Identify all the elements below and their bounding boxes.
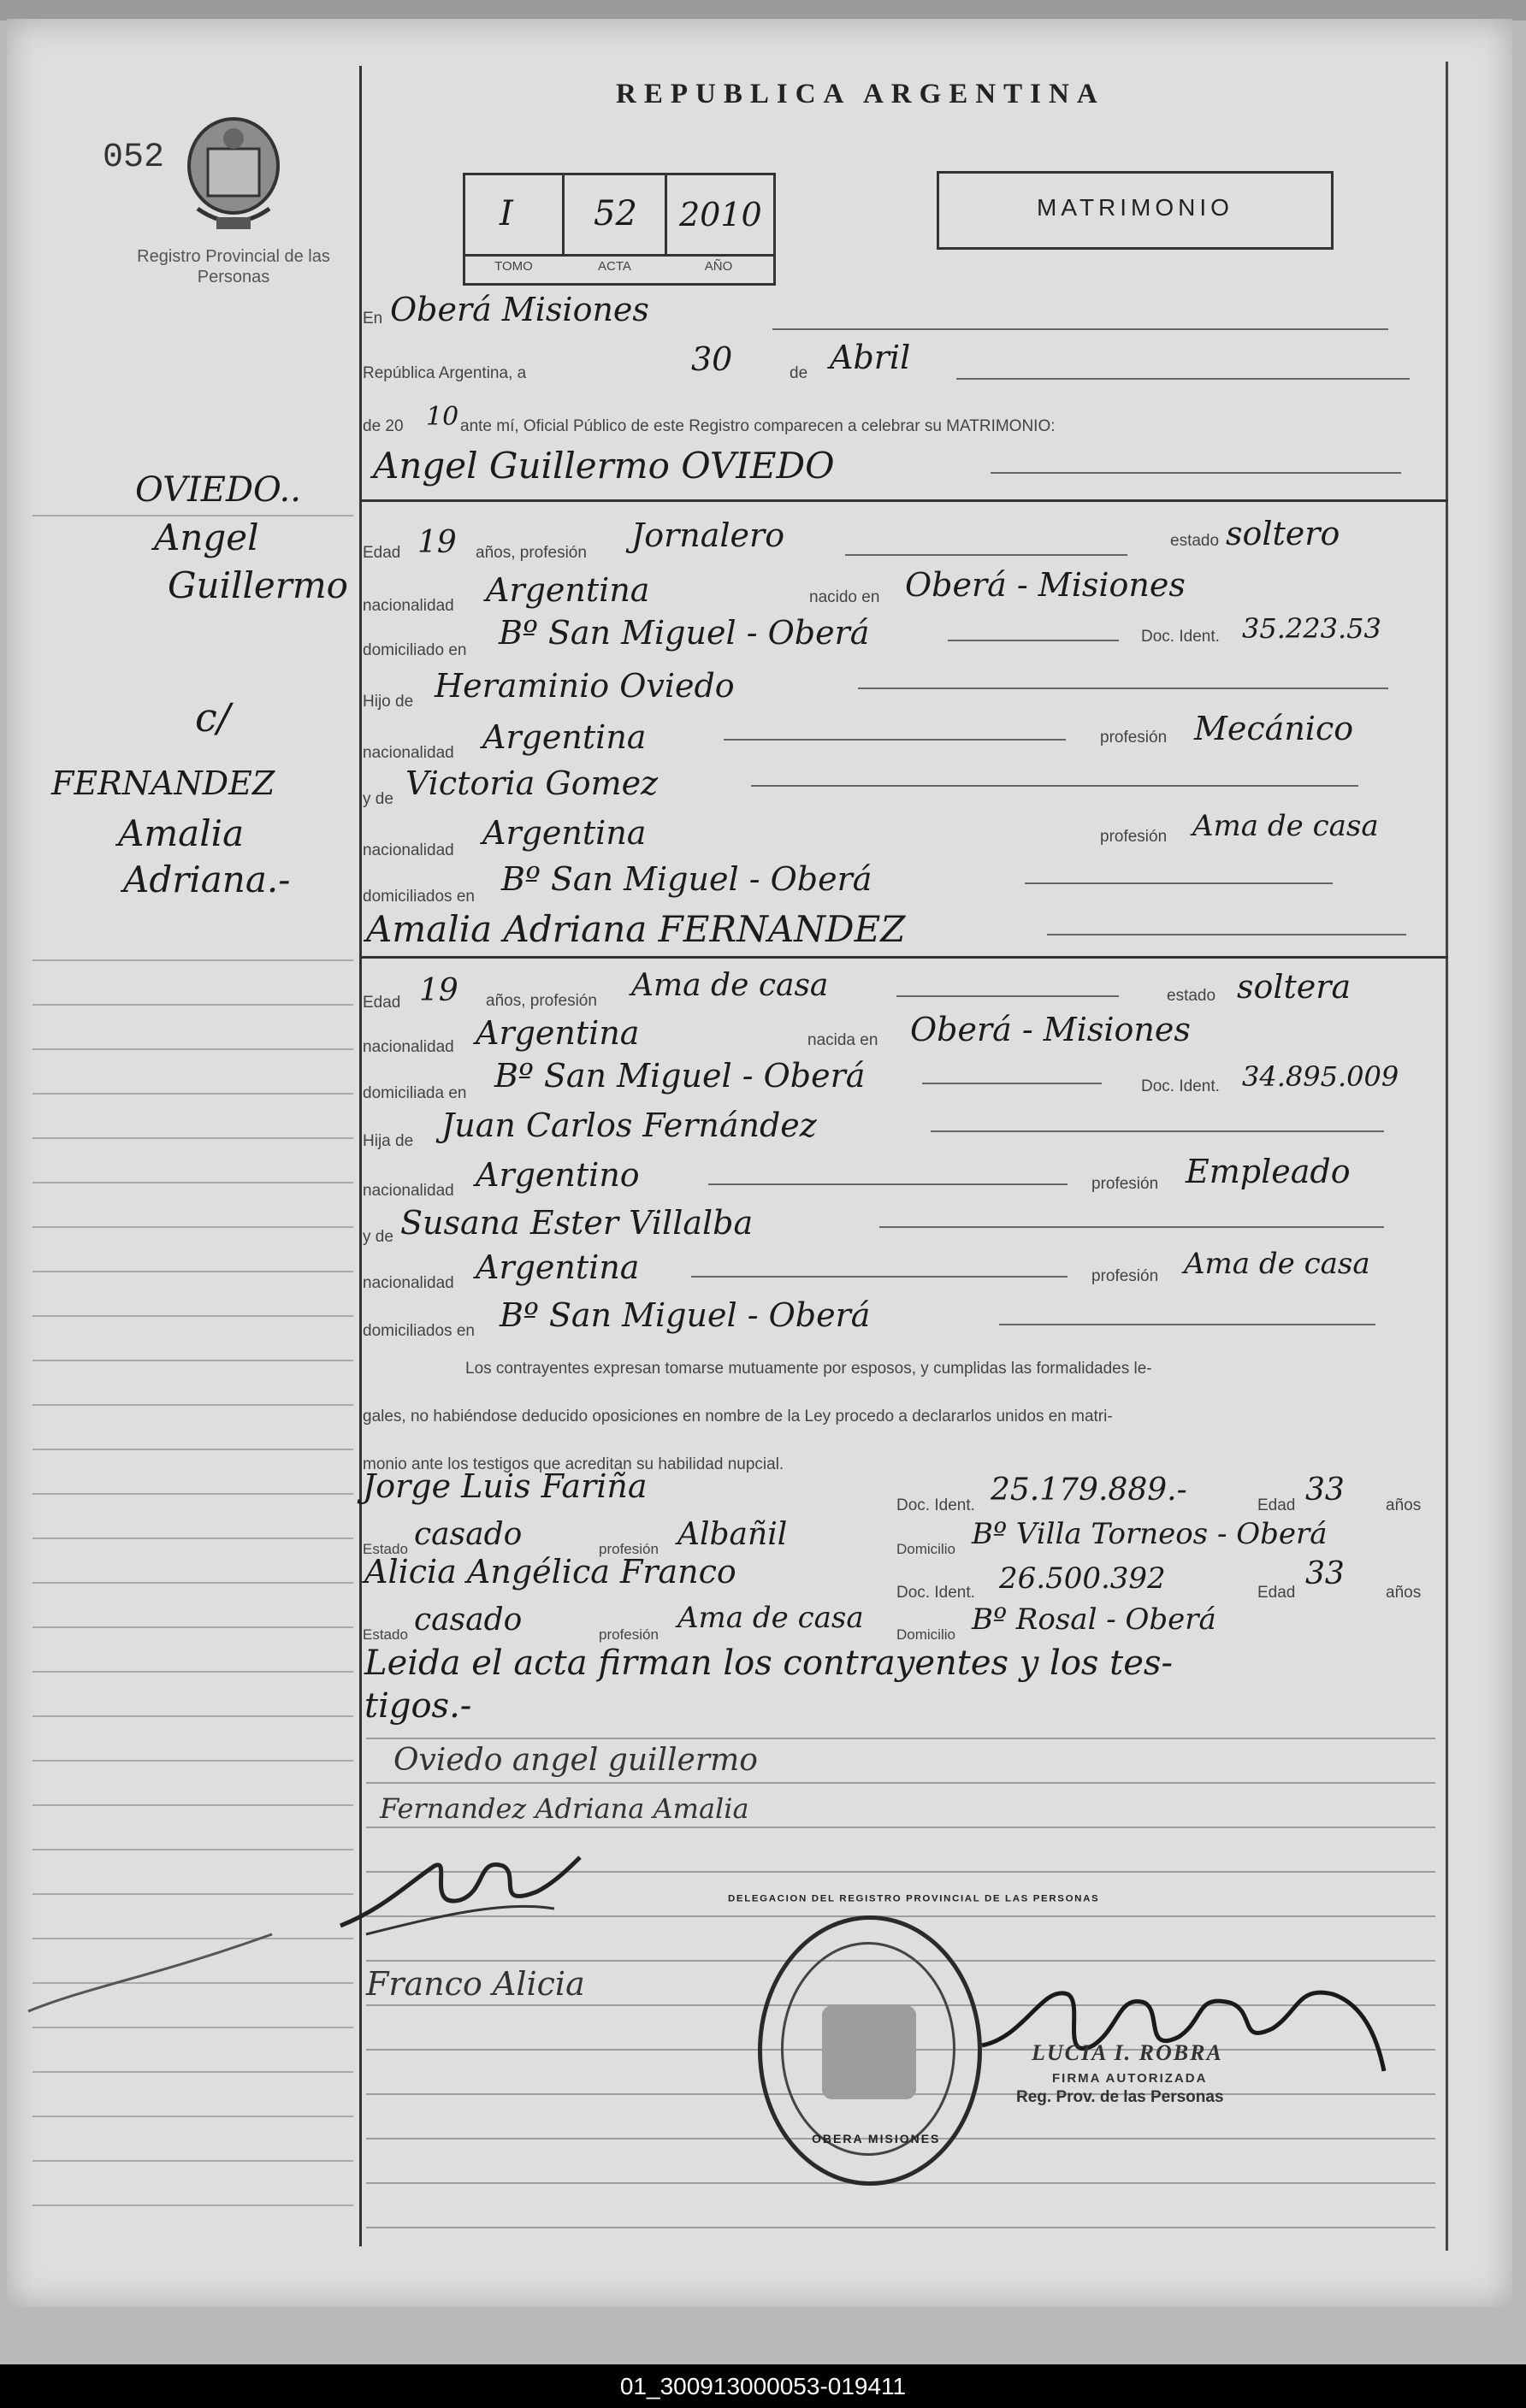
- groom-mother-occupation: Ama de casa: [1192, 809, 1379, 843]
- witness-1-age: 33: [1305, 1473, 1345, 1508]
- intro-year-prefix: de 20: [363, 417, 404, 435]
- witness-1-doc-label: Doc. Ident.: [896, 1496, 975, 1514]
- witness-2-edad-label: Edad: [1257, 1584, 1296, 1602]
- bride-nacionalidad-label: nacionalidad: [363, 1038, 454, 1056]
- bride-father: Juan Carlos Fernández: [441, 1107, 817, 1144]
- bride-domiciliados-label: domiciliados en: [363, 1322, 475, 1340]
- witness-2-age: 33: [1305, 1556, 1345, 1591]
- margin-groom-name1: Angel: [154, 516, 259, 558]
- witness-1-name: Jorge Luis Fariña: [363, 1467, 648, 1505]
- intro-de-label: de: [790, 364, 808, 382]
- witness-2-estado-label: Estado: [363, 1626, 408, 1643]
- groom-nacido-label: nacido en: [809, 588, 880, 606]
- witness-1-civil-status: casado: [414, 1517, 523, 1552]
- bride-address: Bº San Miguel - Oberá: [494, 1057, 866, 1095]
- official-signature-icon: [973, 1968, 1393, 2088]
- margin-bride-name2: Adriana.-: [123, 859, 291, 900]
- groom-doc: 35.223.53: [1242, 612, 1381, 645]
- closing-line-2: tigos.-: [364, 1686, 472, 1726]
- groom-hijo-label: Hijo de: [363, 693, 414, 711]
- registry-coat-of-arms-icon: [182, 115, 285, 243]
- margin-conjunction: c/: [195, 694, 231, 741]
- intro-statement: ante mí, Oficial Público de este Registro comparecen a celebrar su MATRIMONIO:: [460, 417, 1056, 435]
- declaration-line-2: gales, no habiéndose deducido oposiciones en nombre de la Ley procedo a declararlos unidos en matri-: [363, 1408, 1113, 1425]
- seal-text: DELEGACION DEL REGISTRO PROVINCIAL DE LAS PERSONAS: [728, 1892, 1100, 1904]
- groom-nacionalidad-label: nacionalidad: [363, 597, 454, 615]
- country-header: REPUBLICA ARGENTINA: [616, 79, 1105, 109]
- bride-civil-status: soltera: [1237, 968, 1352, 1006]
- bride-edad-label: Edad: [363, 994, 401, 1012]
- groom-parents-address: Bº San Miguel - Oberá: [501, 860, 872, 898]
- page-top-edge: [0, 0, 1526, 21]
- groom-nationality: Argentina: [486, 571, 650, 609]
- en-label: En: [363, 310, 383, 328]
- file-caption: 01_300913000053-019411: [0, 2364, 1526, 2408]
- bride-father-nat-label: nacionalidad: [363, 1182, 454, 1200]
- bride-doc: 34.895.009: [1242, 1060, 1399, 1093]
- acta-label: ACTA: [598, 259, 631, 274]
- anio-label: AÑO: [704, 259, 733, 274]
- bride-profesion-label: años, profesión: [486, 992, 597, 1010]
- groom-mother: Victoria Gomez: [405, 764, 659, 802]
- bride-mother-prof-label: profesión: [1091, 1267, 1159, 1285]
- groom-civil-status: soltero: [1226, 515, 1340, 552]
- groom-mother-prof-label: profesión: [1100, 828, 1168, 846]
- groom-mother-nat-label: nacionalidad: [363, 841, 454, 859]
- tomo-label: TOMO: [494, 259, 533, 274]
- groom-y-de-label: y de: [363, 790, 393, 808]
- witness-2-civil-status: casado: [414, 1602, 523, 1638]
- registry-name: Registro Provincial de las Personas: [137, 247, 330, 286]
- bride-parents-address: Bº San Miguel - Oberá: [500, 1296, 871, 1334]
- groom-father-prof-label: profesión: [1100, 729, 1168, 747]
- act-type-label: MATRIMONIO: [1037, 194, 1233, 221]
- witness-1-profesion-label: profesión: [599, 1541, 659, 1557]
- republica-label: República Argentina, a: [363, 364, 527, 382]
- witness-2-name: Alicia Angélica Franco: [364, 1553, 736, 1591]
- anio-value: 2010: [679, 196, 762, 233]
- groom-father-nationality: Argentina: [482, 718, 647, 756]
- bride-estado-label: estado: [1167, 987, 1216, 1005]
- bride-birthplace: Oberá - Misiones: [910, 1011, 1191, 1048]
- intro-place: Oberá Misiones: [390, 291, 649, 328]
- right-border: [1446, 62, 1448, 2251]
- bride-nationality: Argentina: [476, 1014, 640, 1052]
- witness-1-address: Bº Villa Torneos - Oberá: [972, 1517, 1328, 1551]
- bride-mother-occupation: Ama de casa: [1184, 1247, 1370, 1281]
- margin-groom-name2: Guillermo: [168, 564, 348, 606]
- official-name: LUCIA I. ROBRA: [1032, 2040, 1223, 2065]
- official-registry: Reg. Prov. de las Personas: [1016, 2088, 1224, 2106]
- bride-hija-label: Hija de: [363, 1132, 414, 1150]
- witness-1-doc: 25.179.889.-: [991, 1473, 1187, 1508]
- groom-full-name: Angel Guillermo OVIEDO: [373, 445, 835, 487]
- groom-age: 19: [417, 525, 457, 560]
- groom-signature: Oviedo angel guillermo: [393, 1743, 758, 1778]
- bride-age: 19: [419, 973, 458, 1008]
- tomo-acta-ano-box: [463, 173, 776, 286]
- witness-2-address: Bº Rosal - Oberá: [972, 1602, 1216, 1637]
- bride-doc-label: Doc. Ident.: [1141, 1077, 1220, 1095]
- bride-mother: Susana Ester Villalba: [400, 1204, 754, 1242]
- intro-year-suffix: 10: [426, 402, 459, 432]
- folio-number: 052: [103, 139, 165, 177]
- acta-value: 52: [594, 194, 637, 233]
- intro-month: Abril: [830, 339, 911, 376]
- groom-mother-nationality: Argentina: [482, 814, 647, 852]
- groom-birthplace: Oberá - Misiones: [905, 566, 1186, 604]
- witness-2-doc-label: Doc. Ident.: [896, 1584, 975, 1602]
- witness-1-domicilio-label: Domicilio: [896, 1541, 955, 1557]
- bride-mother-nationality: Argentina: [476, 1248, 640, 1286]
- groom-father: Heraminio Oviedo: [435, 667, 735, 705]
- witness-1-edad-label: Edad: [1257, 1496, 1296, 1514]
- bride-occupation: Ama de casa: [631, 968, 829, 1003]
- official-seal: [728, 1892, 1100, 2186]
- declaration-line-3: monio ante los testigos que acreditan su habilidad nupcial.: [363, 1455, 784, 1473]
- witness-1-estado-label: Estado: [363, 1541, 408, 1557]
- groom-occupation: Jornalero: [631, 516, 785, 554]
- bride-father-nationality: Argentino: [476, 1156, 640, 1194]
- margin-bride-surname: FERNANDEZ: [51, 764, 275, 802]
- groom-doc-label: Doc. Ident.: [1141, 628, 1220, 646]
- witness-2-profesion-label: profesión: [599, 1626, 659, 1643]
- witness-2-occupation: Ama de casa: [677, 1601, 864, 1635]
- witness-2-signature: Franco Alicia: [366, 1965, 585, 2003]
- groom-domicilio-label: domiciliado en: [363, 641, 467, 659]
- bride-mother-nat-label: nacionalidad: [363, 1274, 454, 1292]
- margin-groom-surname: OVIEDO..: [135, 470, 301, 510]
- bride-father-occupation: Empleado: [1186, 1153, 1351, 1190]
- bride-nacida-label: nacida en: [807, 1031, 878, 1049]
- groom-father-nat-label: nacionalidad: [363, 744, 454, 762]
- declaration-line-1: Los contrayentes expresan tomarse mutuamente por esposos, y cumplidas las formalidades le-: [465, 1360, 1152, 1378]
- bride-father-prof-label: profesión: [1091, 1175, 1159, 1193]
- groom-address: Bº San Miguel - Oberá: [499, 614, 870, 652]
- bride-y-de-label: y de: [363, 1228, 393, 1246]
- official-title: FIRMA AUTORIZADA: [1052, 2071, 1208, 2086]
- seal-bottom-text: OBERA MISIONES: [812, 2132, 941, 2145]
- intro-day: 30: [691, 340, 733, 378]
- bride-domicilio-label: domiciliada en: [363, 1084, 467, 1102]
- witness-1-anos-label: años: [1386, 1496, 1422, 1514]
- groom-father-occupation: Mecánico: [1194, 710, 1354, 747]
- act-type-box: [937, 171, 1334, 250]
- witness-2-doc: 26.500.392: [999, 1561, 1166, 1596]
- margin-stroke-icon: [24, 1917, 281, 2020]
- bride-full-name: Amalia Adriana FERNANDEZ: [366, 908, 906, 950]
- margin-bride-name1: Amalia: [118, 812, 245, 854]
- seal-emblem-icon: [822, 2005, 916, 2099]
- closing-line-1: Leida el acta firman los contrayentes y los tes-: [364, 1644, 1173, 1683]
- tomo-value: I: [500, 194, 513, 233]
- bride-signature: Fernandez Adriana Amalia: [380, 1792, 749, 1825]
- groom-profesion-label: años, profesión: [476, 544, 587, 562]
- witness-2-anos-label: años: [1386, 1584, 1422, 1602]
- groom-edad-label: Edad: [363, 544, 401, 562]
- witness-2-domicilio-label: Domicilio: [896, 1626, 955, 1643]
- groom-estado-label: estado: [1170, 532, 1220, 550]
- witness-1-signature-icon: [332, 1832, 589, 1943]
- witness-1-occupation: Albañil: [677, 1517, 788, 1552]
- certificate-page: [7, 19, 1512, 2307]
- groom-domiciliados-label: domiciliados en: [363, 888, 475, 906]
